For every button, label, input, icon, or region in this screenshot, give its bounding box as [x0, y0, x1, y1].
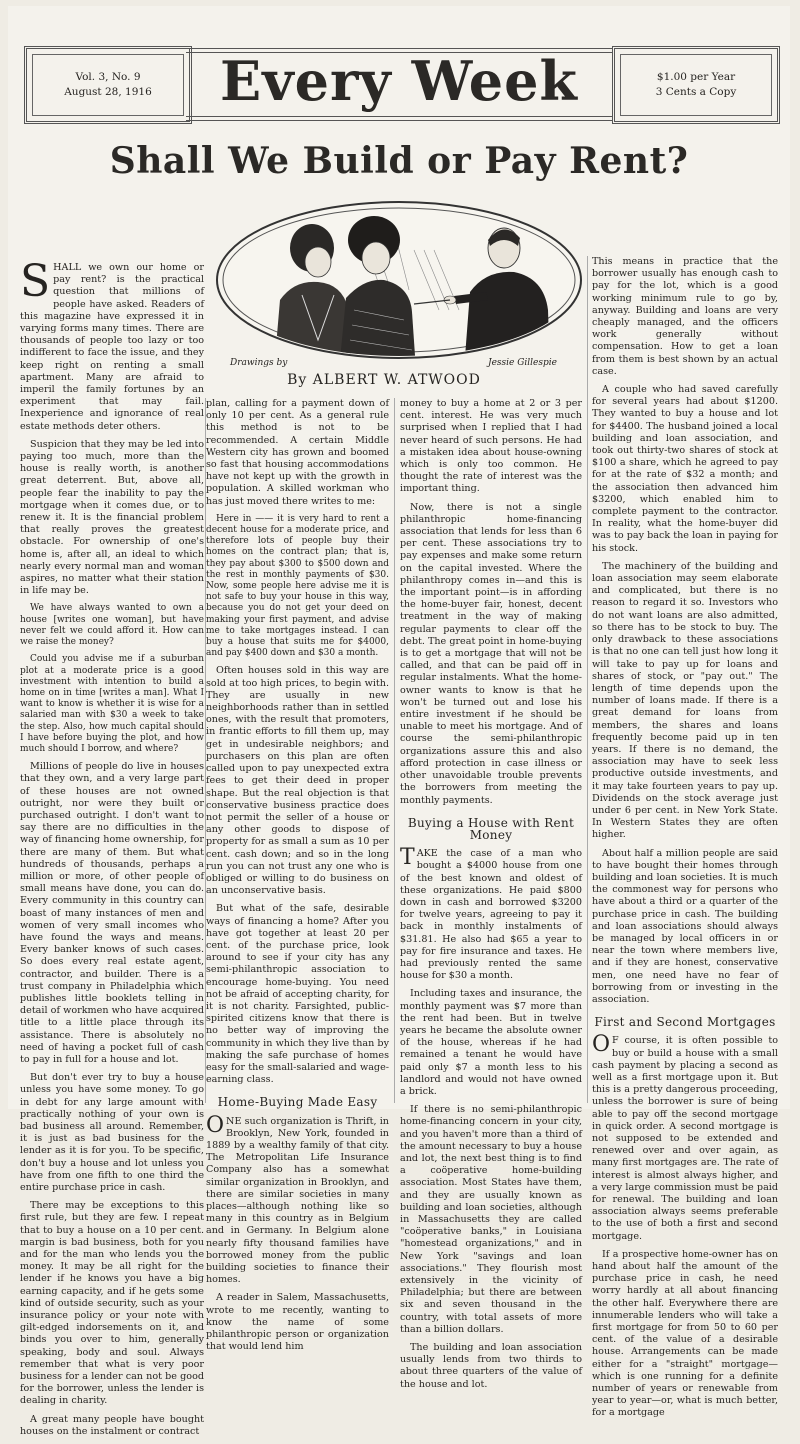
- paragraph: There may be exceptions to this first rule, but they are few. I repeat that to buy a house on a 10 per cent. margin is bad business, both for you and for the man who lends you the money. It may be all right for the lender if he knows you have a big earning capacity, and if he gets some kind of outside security, such as your insurance policy or your note with gilt-edged indorsements on it, and binds you over to him, generally speaking, body and soul. Always remember that what is very poor business for a lender can not be good for the borrower, unless the lender is dealing in charity.: [20, 1200, 204, 1407]
- price-info-box: [612, 46, 780, 124]
- byline: By ALBERT W. ATWOOD: [287, 372, 481, 388]
- article-headline: Shall We Build or Pay Rent?: [109, 140, 689, 182]
- paragraph: About half a million people are said to have bought their homes through building and loan societies. It is much the commonest way for persons who have about a third or a quarter of the purchase price in cash. The building and loan associations should always be managed by local officers in or near the town where members live, and if they are honest, conservative men, one need have no fear of borrowing from or investing in the association.: [592, 847, 778, 1005]
- section-heading: First and Second Mortgages: [594, 1015, 776, 1030]
- paragraph: But don't ever try to buy a house unless you have some money. To go in debt for any large amount with practically nothing of your own is bad business all around. Remember, it is just as bad business for the lender as it is for you. To be specific, don't buy a house and lot unless you have from one fifth to one third the entire purchase price in cash.: [20, 1072, 204, 1194]
- illustration-drawing: [214, 200, 584, 370]
- column-rule-3: [587, 256, 588, 1103]
- column-rule-2: [394, 398, 395, 1103]
- illustrator-name: Jessie Gillespie: [488, 358, 557, 368]
- article-column-2: [206, 398, 389, 1359]
- paragraph: Often houses sold in this way are sold at too high prices, to begin with. They are usually in new neighborhoods rather than in settled ones, with the result that promoters, in frantic efforts to fill them up, may get in undesirable neighbors; and purchasers on this plan are often called upon to pay unexpected extra fees to get their deed in proper shape. But the real objection is that conservative business practice does not permit the seller of a house or any other goods to dispose of property for as small a sum as 10 per cent. cash down; and so in the long run you can not trust any one who is obliged or willing to do business on an unconservative basis.: [206, 665, 389, 897]
- paragraph: A great many people have bought houses on the instalment or contract: [20, 1413, 204, 1437]
- article-column-3: [400, 398, 582, 1397]
- paragraph: Including taxes and insurance, the monthly payment was $7 more than the rent had been. But in twelve years he became the absolute owner of the house, whereas if he had remained a tenant he would have paid only $7 a month less to his landlord and would not have owned a brick.: [400, 988, 582, 1097]
- paragraph: plan, calling for a payment down of only 10 per cent. As a general rule this method is not to be recommended. A certain Middle Western city has grown and boomed so fast that housing accommodations have not kept up with the growth in population. A skilled workman who has just moved there writes to me:: [206, 398, 389, 507]
- paragraph: ONE such organization is Thrift, in Brooklyn, New York, founded in 1889 by a wealthy family of that city. The Metropolitan Life Insurance Company also has a somewhat similar organization in Brooklyn, and there are similar societies in many places—although nothing like so many in this country as in Belgium and in Germany. In Belgium alone nearly fifty thousand families have borrowed money from the public building societies to finance their homes.: [206, 1112, 389, 1286]
- article-column-1: [20, 256, 204, 1444]
- masthead-rule-bottom: [186, 116, 612, 117]
- copy-price: 3 Cents a Copy: [655, 86, 737, 98]
- section-heading: Home-Buying Made Easy: [217, 1095, 378, 1110]
- paragraph: O F course, it is often possible to buy or build a house with a small cash payment by placing a second as well as a first mortgage upon it. But this is a pretty dangerous proceeding, unless the borrower is sure of being able to pay off the second mortgage in quick order. A second mortgage is not supposed to be extended and renewed over and over again, as many first mortgages are. The rate of interest is almost always higher, and a very large commission must be paid for renewal. The building and loan association always seems preferable to the use of both a first and second mortgage.: [592, 1032, 778, 1242]
- paragraph: If there is no semi-philanthropic home-financing concern in your city, and you haven't more than a third of the amount necessary to buy a house and lot, the next best thing is to find a coöperative home-building association. Most States have them, and they are usually known as building and loan societies, although in Massachusetts they are called "coöperative banks," in Louisiana "homestead organizations," and in New York "savings and loan associations." They flourish most extensively in the vicinity of Philadelphia; but there are between six and seven thousand in the country, with total assets of more than a billion dollars.: [400, 1104, 582, 1335]
- paragraph: If a prospective home-owner has on hand about half the amount of the purchase price in cash, he need worry hardly at all about financing the other half. Everywhere there are innumerable lenders who will take a first mortgage for from 50 to 60 per cent. of the value of a desirable house. Arrangements can be made either for a "straight" mortgage—which is one running for a definite number of years or renewable from year to year—or, what is much better, for a mortgage: [592, 1248, 778, 1419]
- paragraph: The machinery of the building and loan association may seem elaborate and complicated, but there is no reason to regard it so. Investors who do not want loans are also admitted, so there has to be stock to buy. The only drawback to these associations is that no one can tell just how long it will take to pay up for loans and shares of stock, or "pay out." The length of time depends upon the number of loans made. If there is a great demand for loans from members, the shares and loans frequently become paid up in ten years. If there is no demand, the association may have to seek less productive outside investments, and it may take fourteen years to pay up. Dividends on the stock average just under 6 per cent. in New York State. In Western States they are often higher.: [592, 560, 778, 841]
- section-heading: Buying a House with Rent Money: [407, 815, 575, 842]
- paragraph: A reader in Salem, Massachusetts, wrote to me recently, wanting to know the name of some philanthropic person or organization that would lend him: [206, 1292, 389, 1353]
- issue-date: August 28, 1916: [64, 86, 152, 98]
- paragraph: money to buy a home at 2 or 3 per cent. interest. He was very much surprised when I replied that I had never heard of such persons. He had a mistaken idea about house-owning which is only too common. He thought the rate of interest was the important thing.: [400, 398, 582, 495]
- drop-cap: S: [20, 256, 51, 307]
- drop-cap: T: [400, 845, 415, 871]
- drop-cap: O: [592, 1032, 611, 1058]
- illustration-credit-label: Drawings by: [230, 358, 288, 368]
- reader-letter: We have always wanted to own a house [writes one woman], but have never felt we could afford it. How can we raise the money?: [20, 603, 204, 648]
- reader-letter: Here in —— it is very hard to rent a decent house for a moderate price, and therefore lots of people buy their homes on the contract plan; that is, they pay about $300 to $500 down and the rest in monthly payments of $30. Now, some people here advise me it is not safe to buy your house in this way, because you do not get your deed on making your first payment, and advise me to take mortgages instead. I can buy a house that suits me for $4000, and pay $400 down and $30 a month.: [206, 513, 389, 659]
- volume-number: Vol. 3, No. 9: [75, 71, 141, 83]
- magazine-page: [8, 6, 790, 1437]
- paragraph: TAKE the case of a man who bought a $4000 house from one of the best known and oldest of these organizations. He paid $800 down in cash and borrowed $3200 for twelve years, agreeing to pay it back in monthly instalments of $31.81. He also had $65 a year to pay for fire insurance and taxes. He had previously rented the same house for $30 a month.: [400, 845, 582, 982]
- paragraph: SHALL we own our home or pay rent? is the practical question that millions of people have asked. Readers of this magazine have expressed it in varying forms many times. There are thousands of people too lazy or too indifferent to face the issue, and they keep right on renting a small apartment. Many are afraid to imperil the family fortunes by an experiment that may fail. Inexperience and ignorance of real estate methods deter others.: [20, 256, 204, 432]
- reader-letter: Could you advise me if a suburban plot at a moderate price is a good investment with intention to build a home on in time [writes a man]. What I want to know is whether it is wise for a salaried man with $30 a week to take the step. Also, how much capital should I have before buying the plot, and how much should I borrow, and where?: [20, 654, 204, 754]
- magazine-title: Every Week: [220, 49, 578, 113]
- paragraph: But what of the safe, desirable ways of financing a home? After you have got together at least 20 per cent. of the purchase price, look around to see if your city has any semi-philanthropic association to encourage home-buying. You need not be afraid of accepting charity, for it is not charity. Farsighted, public-spirited citizens know that there is no better way of improving the community in which they live than by making the safe purchase of homes easy for the small-salaried and wage-earning class.: [206, 903, 389, 1086]
- masthead-rule-bottom-2: [186, 120, 612, 121]
- paragraph: A couple who had saved carefully for several years had about $1200. They wanted to buy a house and lot for $4400. The husband joined a local building and loan association, and took out thirty-two shares of stock at $100 a share, which he agreed to pay for at the rate of $32 a month; and the association then advanced him $3200, which enabled him to complete payment to the contractor. In reality, what the home-buyer did was to pay back the loan in paying for his stock.: [592, 384, 778, 554]
- yearly-price: $1.00 per Year: [656, 71, 736, 83]
- article-column-4: [592, 256, 778, 1426]
- drop-cap: O: [206, 1112, 225, 1138]
- paragraph: Now, there is not a single philanthropic home-financing association that lends for less than 6 per cent. These associations try to pay expenses and make some return on the capital invested. Where the philanthropy comes in—and this is the important point—is in affording the home-buyer fair, honest, decent treatment in the way of making regular payments to clear off the debt. The great point in home-buying is to get a mortgage that will not be called, and that can be paid off in regular instalments. What the home-owner wants to know is that he won't be turned out and lose his entire investment if he should be unable to meet his mortgage. And of course the semi-philanthropic organizations assure this and also afford protection in case illness or other unavoidable trouble prevents the borrowers from meeting the monthly payments.: [400, 501, 582, 806]
- paragraph: Millions of people do live in houses that they own, and a very large part of these houses are not owned outright, nor were they built or purchased outright. I don't want to say there are no difficulties in the way of financing home ownership, for there are many of them. But what hundreds of thousands, perhaps a million or more, of other people of small means have done, you can do. Every community in this country can boast of many instances of men and women of very small incomes who have found the ways and means. Every banker knows of such cases. So does every real estate agent, contractor, and builder. There is a trust company in Philadelphia which publishes little booklets telling in detail of workmen who have acquired title to a little place through its assistance. There is absolutely no need of having a pocket full of cash to pay in full for a house and lot.: [20, 761, 204, 1065]
- paragraph: Suspicion that they may be led into paying too much, more than the house is really worth, is another great deterrent. But, above all, people fear the inability to pay the mortgage when it comes due, or to renew it. It is the financial problem that really proves the greatest obstacle. For ownership of one's home is, after all, an ideal to which nearly every normal man and woman aspires, no matter what their station in life may be.: [20, 438, 204, 597]
- paragraph: The building and loan association usually lends from two thirds to about three quarters of the value of the house and lot.: [400, 1342, 582, 1390]
- paragraph: This means in practice that the borrower usually has enough cash to pay for the lot, which is a good working minimum rule to go by, anyway. Building and loans are very cheaply managed, and the officers work generally without compensation. How to get a loan from them is best shown by an actual case.: [592, 256, 778, 377]
- issue-info-box: [24, 46, 192, 124]
